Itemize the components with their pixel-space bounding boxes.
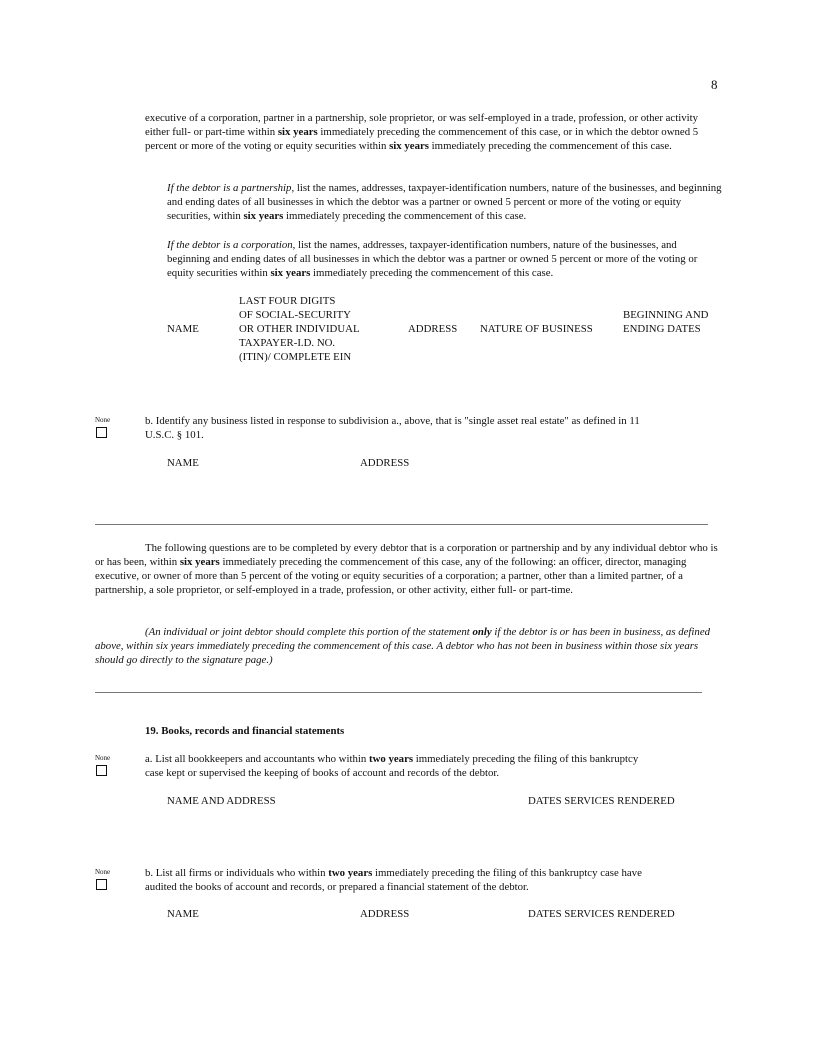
partnership-paragraph <box>167 181 722 223</box>
corporation-text: , list the names, addresses, taxpayer-identification numbers, nature of the businesses, and beginning and ending dates of all businesses in which the debtor was a partner or owned 5 percent or more of the voting or equity securities within <box>167 239 698 279</box>
col-header-name-address: NAME AND ADDRESS <box>167 795 276 807</box>
col-header-line: OR OTHER INDIVIDUAL <box>239 323 360 335</box>
section-19-heading: 19. Books, records and financial statements <box>145 725 345 737</box>
col-header-dates-services: DATES SERVICES RENDERED <box>528 795 675 807</box>
intro-emphasis: six years <box>277 126 318 138</box>
divider <box>95 524 708 525</box>
q19a-text: a. List all bookkeepers and accountants who within <box>145 753 369 765</box>
divider <box>95 692 702 693</box>
q19b-text: immediately preceding the filing of this bankruptcy case have audited the books of account and records, or prepared a financial statement of the debtor. <box>145 867 642 893</box>
none-option-19b <box>95 868 110 890</box>
section-19a-text <box>145 752 655 780</box>
q19a-text: immediately preceding the filing of this bankruptcy case kept or supervised the keeping of books of account and records of the debtor. <box>145 753 639 779</box>
col-header-line: TAXPAYER-I.D. NO. <box>239 337 336 349</box>
intro-text: executive of a corporation, partner in a partnership, sole proprietor, or was self-employed in a trade, profession, or other activity either full- or part-time within <box>145 112 699 138</box>
section-b-text: b. Identify any business listed in response to subdivision a., above, that is "single asset real estate" as defined in 11 U.S.C. § 101. <box>145 415 640 441</box>
partnership-lead: If the debtor is a partnership <box>167 182 292 194</box>
general-paragraph <box>95 541 720 597</box>
note-emphasis: only <box>472 626 492 638</box>
col-header-dates-services: DATES SERVICES RENDERED <box>528 908 675 920</box>
general-text: The following questions are to be completed by every debtor that is a corporation or partnership and by any individual debtor who is or has been, within <box>95 542 718 568</box>
general-text: immediately preceding the commencement of this case, any of the following: an officer, director, managing executive, or owner of more than 5 percent of the voting or equity securities of a corporation; a partner, other than a limited partner, of a partnership, a sole proprietor, or self-employed in a trade, profession, or other activity, either full- or part-time. <box>95 556 687 596</box>
none-checkbox[interactable] <box>96 879 107 890</box>
intro-text: immediately preceding the commencement of this case, or in which the debtor owned 5 percent or more of the voting or equity securities within <box>145 126 699 152</box>
corporation-paragraph <box>167 238 722 280</box>
col-header-line: (ITIN)/ COMPLETE EIN <box>239 351 352 363</box>
col-header-address: ADDRESS <box>360 908 410 920</box>
partnership-text: immediately preceding the commencement of this case. <box>283 210 527 222</box>
col-header-name: NAME <box>167 457 199 469</box>
intro-emphasis: six years <box>389 140 429 152</box>
col-header-nature: NATURE OF BUSINESS <box>480 323 593 335</box>
none-checkbox[interactable] <box>96 765 107 776</box>
corporation-text: immediately preceding the commencement of this case. <box>310 267 554 279</box>
intro-text: immediately preceding the commencement of this case. <box>428 140 672 152</box>
general-emphasis: six years <box>179 556 220 568</box>
partnership-text: , list the names, addresses, taxpayer-identification numbers, nature of the businesses, and beginning and ending dates of all businesses in which the debtor was a partner or owned 5 percent or more of the voting or equity securities, within <box>167 182 722 222</box>
q19b-emphasis: two years <box>328 867 373 879</box>
note-text: (An individual or joint debtor should complete this portion of the statement <box>145 626 473 638</box>
none-label: None <box>95 868 111 876</box>
partnership-emphasis: six years <box>243 210 284 222</box>
col-header-line: LAST FOUR DIGITS <box>239 295 336 307</box>
col-header-line: ENDING DATES <box>623 323 701 335</box>
general-note <box>95 625 720 667</box>
corporation-emphasis: six years <box>270 267 311 279</box>
col-header-dates <box>623 308 708 336</box>
none-label: None <box>95 416 111 424</box>
page-number: 8 <box>711 77 718 92</box>
col-header-name: NAME <box>167 323 199 335</box>
col-header-line: BEGINNING AND <box>623 309 709 321</box>
section-19b-text <box>145 866 665 894</box>
col-header-address: ADDRESS <box>360 457 410 469</box>
none-label: None <box>95 754 111 762</box>
col-header-line: OF SOCIAL-SECURITY <box>239 309 351 321</box>
note-text: if the debtor is or has been in business, as defined above, within six years immediately preceding the commencement of this case. A debtor who has not been in business within those six years should go directly to the signature page.) <box>95 626 711 666</box>
col-header-name: NAME <box>167 908 199 920</box>
q19b-text: b. List all firms or individuals who within <box>145 867 329 879</box>
none-option-19a <box>95 754 110 776</box>
none-option-b <box>95 416 110 438</box>
corporation-lead: If the debtor is a corporation <box>167 239 293 251</box>
q19a-emphasis: two years <box>368 753 414 765</box>
col-header-taxpayer-id <box>239 294 360 364</box>
col-header-address: ADDRESS <box>408 323 458 335</box>
intro-paragraph <box>145 111 720 153</box>
none-checkbox[interactable] <box>96 427 107 438</box>
